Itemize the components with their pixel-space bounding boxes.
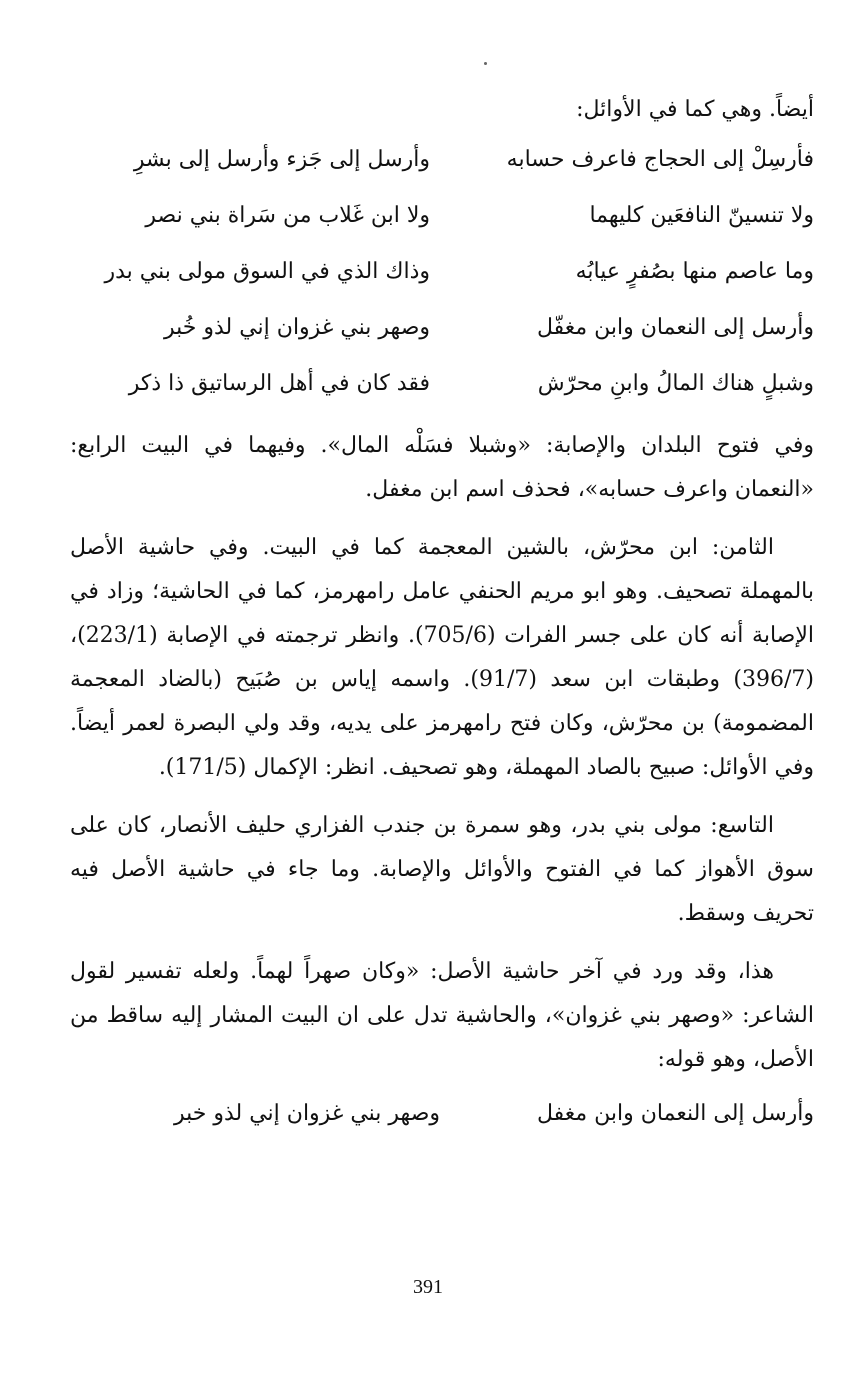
verse-4-second-hemistich: وصهر بني غزوان إني لذو خُبر: [163, 315, 430, 340]
verse-1-first-hemistich: فأرسِلْ إلى الحجاج فاعرف حسابه: [506, 147, 814, 172]
verse-2-second-hemistich: ولا ابن غَلاب من سَراة بني نصر: [145, 203, 430, 228]
paragraph-ninth: التاسع: مولى بني بدر، وهو سمرة بن جندب الفزاري حليف الأنصار، كان على سوق الأهواز كما في الفتوح والأوائل والإصابة. وما جاء في حاشية الأصل فيه تحريف وسقط.: [70, 813, 814, 926]
ink-dot: [484, 62, 487, 65]
verse-4-first-hemistich: وأرسل إلى النعمان وابن مغفّل: [536, 315, 814, 340]
page-body: [70, 88, 814, 1140]
verse-3: [70, 250, 814, 306]
page-number: 391: [413, 1276, 443, 1298]
verse-2: [70, 194, 814, 250]
verse-3-first-hemistich: وما عاصم منها بصُفرٍ عيابُه: [575, 259, 814, 284]
quoted-verse-second-hemistich: وصهر بني غزوان إني لذو خبر: [173, 1101, 440, 1126]
quoted-verse-first-hemistich: وأرسل إلى النعمان وابن مغفل: [536, 1101, 814, 1126]
verse-5-first-hemistich: وشبلٍ هناك المالُ وابنِ محرّش: [537, 371, 814, 396]
quoted-verse: [70, 1092, 814, 1140]
verse-1: [70, 138, 814, 194]
verse-4: [70, 306, 814, 362]
verse-5: [70, 362, 814, 418]
paragraph-sources: وفي فتوح البلدان والإصابة: «وشبلا فسَلْه المال». وفيهما في البيت الرابع: «النعمان واعرف حسابه»، فحذف اسم ابن مغفل.: [70, 433, 814, 502]
intro-line: أيضاً. وهي كما في الأوائل:: [576, 97, 814, 122]
paragraph-eighth: الثامن: ابن محرّش، بالشين المعجمة كما في البيت. وفي حاشية الأصل بالمهملة تصحيف. وهو ابو مريم الحنفي عامل رامهرمز، كما في الحاشية؛ وزاد في الإصابة أنه كان على جسر الفرات (705/6). وانظر ترجمته في الإصابة (223/1)، (396/7) وطبقات ابن سعد (91/7). واسمه إياس بن صُبَيح (بالضاد المعجمة المضمومة) بن محرّش، وكان فتح رامهرمز على يديه، وقد ولي البصرة لعمر أيضاً. وفي الأوائل: صبيح بالصاد المهملة، وهو تصحيف. انظر: الإكمال (171/5).: [70, 535, 815, 780]
paragraph-note: هذا، وقد ورد في آخر حاشية الأصل: «وكان صهراً لهماً. ولعله تفسير لقول الشاعر: «وصهر بني غزوان»، والحاشية تدل على ان البيت المشار إليه ساقط من الأصل، وهو قوله:: [70, 959, 814, 1072]
verse-5-second-hemistich: فقد كان في أهل الرساتيق ذا ذكر: [128, 371, 430, 396]
poem: [70, 138, 814, 418]
verse-1-second-hemistich: وأرسل إلى جَزء وأرسل إلى بشرِ: [133, 147, 430, 172]
verse-2-first-hemistich: ولا تنسينّ النافعَين كليهما: [589, 203, 814, 228]
verse-3-second-hemistich: وذاك الذي في السوق مولى بني بدر: [104, 259, 430, 284]
